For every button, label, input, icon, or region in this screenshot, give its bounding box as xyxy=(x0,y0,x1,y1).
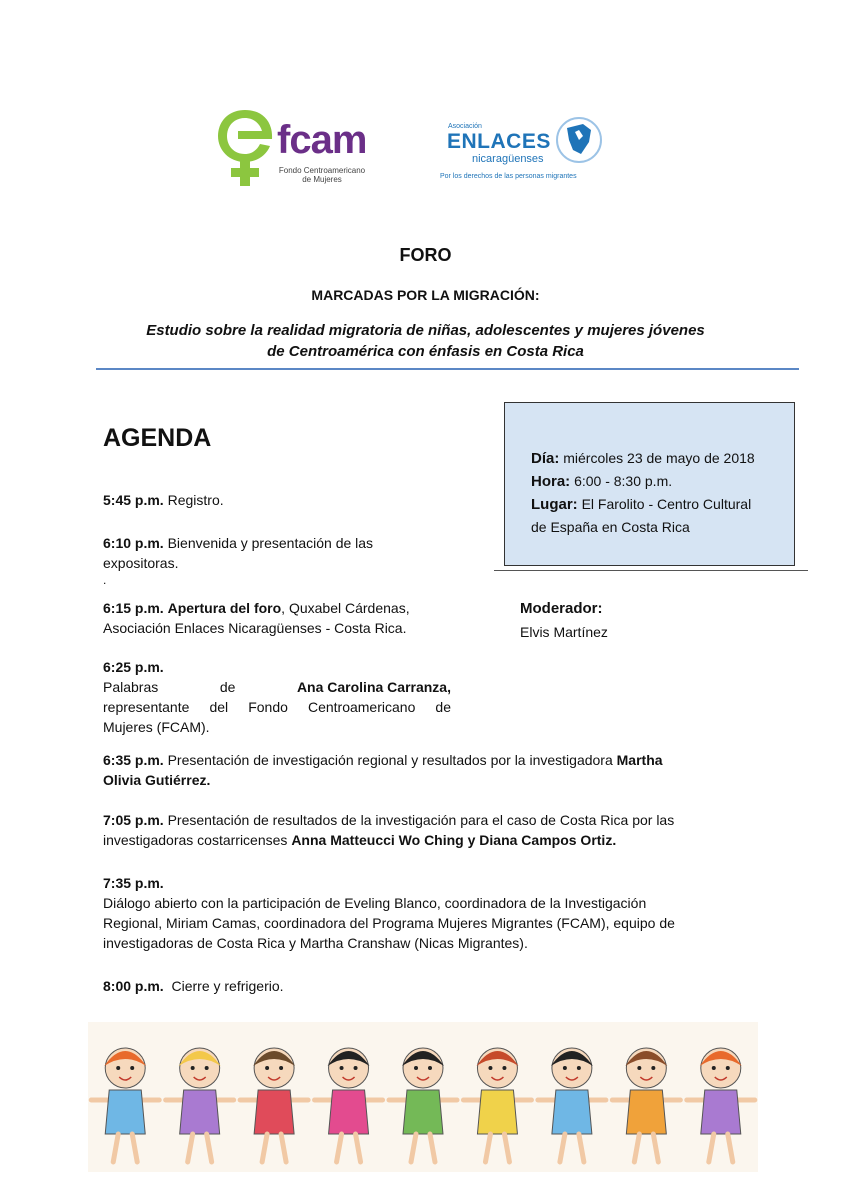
info-box-underline xyxy=(494,570,808,571)
place-value-line1: El Farolito - Centro Cultural xyxy=(581,496,752,512)
item-time: 7:05 p.m. xyxy=(103,812,164,828)
date-value: miércoles 23 de mayo de 2018 xyxy=(563,450,755,466)
fcam-subtitle-line2: de Mujeres xyxy=(302,175,342,184)
item-text: Cierre y refrigerio. xyxy=(171,978,284,994)
date-label: Día: xyxy=(531,450,560,467)
item-word: de xyxy=(219,679,236,695)
item-line1 xyxy=(103,677,451,697)
item-text-line3: Mujeres (FCAM). xyxy=(103,719,210,735)
item-text-line3: investigadoras de Costa Rica y Martha Cranshaw (Nicas Migrantes). xyxy=(103,935,528,951)
item-time: 6:25 p.m. xyxy=(103,659,164,675)
item-time: 8:00 p.m. xyxy=(103,978,164,994)
female-symbol-icon xyxy=(212,104,278,188)
agenda-item-investigacion-costa-rica xyxy=(103,810,753,850)
item-text: Presentación de resultados de la investigación para el caso de Costa Rica por las xyxy=(167,812,675,828)
item-time: 6:15 p.m. xyxy=(103,600,164,616)
agenda-item-registro xyxy=(103,490,224,510)
item-bold-text: Anna Matteucci Wo Ching y Diana Campos Ortiz. xyxy=(291,832,617,848)
item-time: 6:10 p.m. xyxy=(103,535,164,551)
item-text-line2: investigadoras costarricenses xyxy=(103,832,288,848)
event-type-title: FORO xyxy=(399,245,452,265)
item-time: 6:35 p.m. xyxy=(103,752,164,768)
item-time: 5:45 p.m. xyxy=(103,492,164,508)
fcam-subtitle-line1: Fondo Centroamericano xyxy=(278,166,366,175)
info-place-row-2: de España en Costa Rica xyxy=(531,519,690,535)
item-text: , Quxabel Cárdenas, xyxy=(281,600,410,616)
item-text: Bienvenida y presentación de las xyxy=(167,535,374,551)
agenda-item-apertura xyxy=(103,598,463,638)
item-text-line2: expositoras. xyxy=(103,555,179,571)
enlaces-assoc-label: Asociación xyxy=(448,123,482,130)
children-holding-hands-icon xyxy=(88,1022,758,1172)
fcam-logo-subtitle xyxy=(276,166,368,184)
event-name-title: MARCADAS POR LA MIGRACIÓN: xyxy=(311,287,540,303)
item-bold-text-2: Olivia Gutiérrez. xyxy=(103,772,211,788)
time-label: Hora: xyxy=(531,473,571,490)
enlaces-logo-text: ENLACES xyxy=(447,130,551,153)
study-line-1: Estudio sobre la realidad migratoria de niñas, adolescentes y mujeres jóvenes xyxy=(146,322,705,339)
moderator-label: Moderador: xyxy=(520,600,603,617)
place-label: Lugar: xyxy=(531,496,578,513)
enlaces-nica-label: nicaragüenses xyxy=(472,153,544,165)
agenda-heading: AGENDA xyxy=(103,424,212,452)
item-text-line2: Regional, Miriam Camas, coordinadora del Programa Mujeres Migrantes (FCAM), equipo de xyxy=(103,915,675,931)
item-bold-text: Martha xyxy=(616,752,663,768)
map-emblem-icon xyxy=(553,114,605,166)
study-description xyxy=(0,320,851,362)
event-info-box xyxy=(504,402,795,566)
agenda-item-dialogo xyxy=(103,873,753,953)
enlaces-tagline: Por los derechos de las personas migrantes xyxy=(440,173,577,180)
agenda-item-palabras xyxy=(103,657,451,737)
stray-dot: . xyxy=(103,573,107,587)
agenda-item-bienvenida xyxy=(103,533,423,573)
item-word: Palabras xyxy=(103,679,159,695)
item-text: Presentación de investigación regional y resultados por la investigadora xyxy=(167,752,613,768)
agenda-item-cierre xyxy=(103,976,284,996)
item-text-line2: Asociación Enlaces Nicaragüenses - Costa Rica. xyxy=(103,620,407,636)
item-text: Registro. xyxy=(167,492,224,508)
item-line2 xyxy=(103,697,451,717)
info-place-row xyxy=(531,493,755,516)
time-value: 6:00 - 8:30 p.m. xyxy=(574,473,673,489)
info-time-row xyxy=(531,470,755,493)
item-text-line1: Diálogo abierto con la participación de Eveling Blanco, coordinadora de la Investigación xyxy=(103,895,647,911)
item-bold-text: Apertura del foro xyxy=(167,600,282,616)
agenda-item-investigacion-regional xyxy=(103,750,743,790)
info-date-row xyxy=(531,447,755,470)
item-text-line2: representante del Fondo Centroamericano de xyxy=(103,699,451,715)
item-time: 7:35 p.m. xyxy=(103,875,164,891)
header-divider xyxy=(96,368,799,370)
study-line-2: de Centroamérica con énfasis en Costa Rica xyxy=(267,343,584,360)
moderator-name: Elvis Martínez xyxy=(520,624,608,640)
fcam-logo-text: fcam xyxy=(277,118,367,162)
item-bold-text: Ana Carolina Carranza, xyxy=(296,679,451,695)
